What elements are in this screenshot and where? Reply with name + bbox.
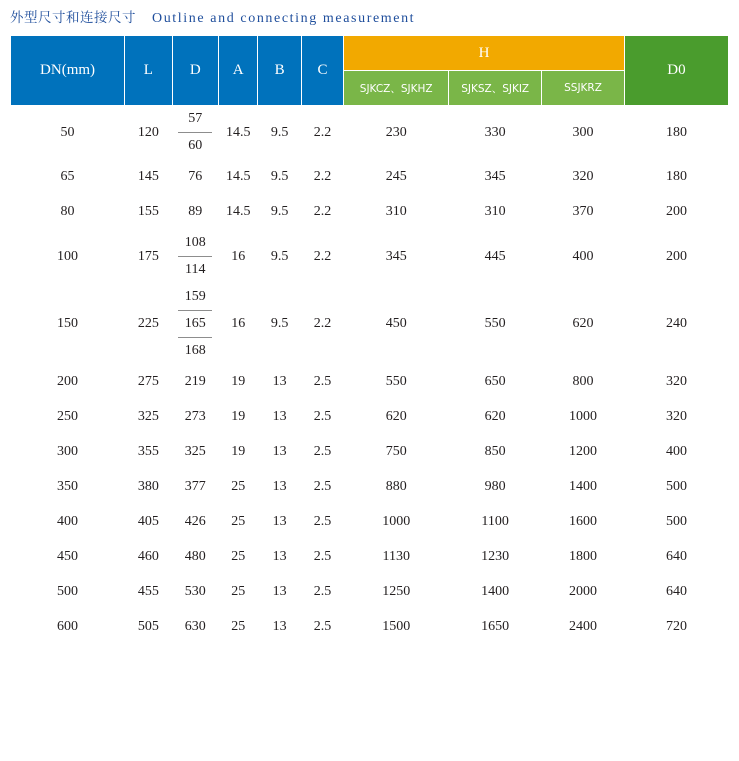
cell-h2: 1400 — [449, 575, 542, 610]
header-row-main — [11, 36, 729, 71]
cell-l: 225 — [125, 284, 172, 365]
cell-c: 2.5 — [301, 540, 343, 575]
cell-b: 13 — [258, 575, 301, 610]
cell-a: 16 — [219, 284, 258, 365]
cell-d0: 400 — [624, 435, 728, 470]
cell-c: 2.5 — [301, 610, 343, 645]
cell-d0: 200 — [624, 230, 728, 284]
table-row — [11, 284, 729, 365]
cell-d0: 180 — [624, 106, 728, 160]
header-dn: DN(mm) — [11, 36, 125, 106]
cell-h1: 245 — [344, 160, 449, 195]
section-title — [0, 0, 739, 31]
cell-dn: 65 — [11, 160, 125, 195]
cell-l: 145 — [125, 160, 172, 195]
cell-dn: 50 — [11, 106, 125, 160]
cell-h3: 300 — [542, 106, 625, 160]
header-d0: D0 — [624, 36, 728, 106]
cell-l: 460 — [125, 540, 172, 575]
cell-h3: 2400 — [542, 610, 625, 645]
cell-h1: 750 — [344, 435, 449, 470]
header-d: D — [172, 36, 218, 106]
header-b: B — [258, 36, 301, 106]
cell-d — [172, 435, 218, 470]
cell-d-value: 114 — [178, 256, 212, 283]
cell-d-value: 76 — [188, 169, 203, 184]
cell-h2: 310 — [449, 195, 542, 230]
cell-d — [172, 540, 218, 575]
cell-d-value: 60 — [178, 132, 212, 159]
cell-a: 19 — [219, 435, 258, 470]
cell-c: 2.5 — [301, 400, 343, 435]
cell-dn: 500 — [11, 575, 125, 610]
cell-h1: 230 — [344, 106, 449, 160]
cell-d — [172, 284, 218, 365]
cell-d — [172, 160, 218, 195]
cell-h1: 310 — [344, 195, 449, 230]
table-row — [11, 195, 729, 230]
table-row — [11, 540, 729, 575]
cell-d-value: 108 — [184, 235, 206, 250]
cell-b: 13 — [258, 505, 301, 540]
cell-h2: 620 — [449, 400, 542, 435]
cell-c: 2.5 — [301, 435, 343, 470]
cell-d — [172, 230, 218, 284]
cell-d-value: 219 — [184, 374, 206, 389]
cell-l: 325 — [125, 400, 172, 435]
cell-l: 355 — [125, 435, 172, 470]
cell-h2: 1650 — [449, 610, 542, 645]
header-h-sub-2: SJKSZ、SJKIZ — [449, 71, 542, 106]
cell-d0: 320 — [624, 365, 728, 400]
cell-b: 13 — [258, 400, 301, 435]
cell-h1: 1250 — [344, 575, 449, 610]
cell-h2: 345 — [449, 160, 542, 195]
cell-l: 455 — [125, 575, 172, 610]
cell-h3: 800 — [542, 365, 625, 400]
cell-d — [172, 400, 218, 435]
cell-dn: 80 — [11, 195, 125, 230]
section-title-cn: 外型尺寸和连接尺寸 — [10, 10, 136, 26]
header-h-sub-3: SSJKRZ — [542, 71, 625, 106]
cell-dn: 150 — [11, 284, 125, 365]
cell-d-value: 426 — [184, 514, 206, 529]
cell-l: 505 — [125, 610, 172, 645]
cell-b: 9.5 — [258, 106, 301, 160]
dimensions-table — [10, 35, 729, 645]
cell-b: 13 — [258, 365, 301, 400]
cell-h1: 550 — [344, 365, 449, 400]
cell-d0: 720 — [624, 610, 728, 645]
cell-h2: 980 — [449, 470, 542, 505]
cell-h1: 345 — [344, 230, 449, 284]
header-a: A — [219, 36, 258, 106]
cell-a: 14.5 — [219, 160, 258, 195]
cell-h3: 320 — [542, 160, 625, 195]
cell-dn: 300 — [11, 435, 125, 470]
table-row — [11, 230, 729, 284]
cell-h1: 450 — [344, 284, 449, 365]
cell-d-value: 530 — [184, 584, 206, 599]
cell-dn: 100 — [11, 230, 125, 284]
cell-h1: 1130 — [344, 540, 449, 575]
cell-d0: 640 — [624, 575, 728, 610]
cell-a: 19 — [219, 400, 258, 435]
cell-dn: 350 — [11, 470, 125, 505]
table-row — [11, 435, 729, 470]
cell-d0: 200 — [624, 195, 728, 230]
cell-a: 14.5 — [219, 195, 258, 230]
cell-h2: 1100 — [449, 505, 542, 540]
cell-c: 2.5 — [301, 470, 343, 505]
cell-b: 13 — [258, 540, 301, 575]
cell-a: 25 — [219, 505, 258, 540]
cell-d — [172, 106, 218, 160]
cell-c: 2.2 — [301, 284, 343, 365]
table-row — [11, 610, 729, 645]
cell-h3: 1200 — [542, 435, 625, 470]
cell-d — [172, 505, 218, 540]
cell-d0: 180 — [624, 160, 728, 195]
cell-d — [172, 195, 218, 230]
cell-h1: 1500 — [344, 610, 449, 645]
cell-dn: 200 — [11, 365, 125, 400]
cell-c: 2.2 — [301, 230, 343, 284]
cell-b: 13 — [258, 610, 301, 645]
cell-b: 13 — [258, 470, 301, 505]
cell-a: 25 — [219, 470, 258, 505]
cell-d0: 320 — [624, 400, 728, 435]
cell-l: 275 — [125, 365, 172, 400]
cell-a: 25 — [219, 575, 258, 610]
cell-b: 13 — [258, 435, 301, 470]
cell-d0: 240 — [624, 284, 728, 365]
cell-c: 2.2 — [301, 160, 343, 195]
header-h: H — [344, 36, 625, 71]
cell-l: 120 — [125, 106, 172, 160]
cell-d0: 500 — [624, 470, 728, 505]
cell-h3: 620 — [542, 284, 625, 365]
cell-h1: 880 — [344, 470, 449, 505]
cell-c: 2.2 — [301, 106, 343, 160]
cell-h3: 1600 — [542, 505, 625, 540]
cell-h3: 1400 — [542, 470, 625, 505]
cell-d-value: 480 — [184, 549, 206, 564]
cell-dn: 450 — [11, 540, 125, 575]
cell-h2: 850 — [449, 435, 542, 470]
cell-d-value: 89 — [188, 204, 203, 219]
cell-d-value: 57 — [188, 111, 203, 126]
cell-b: 9.5 — [258, 160, 301, 195]
table-body — [11, 106, 729, 645]
cell-b: 9.5 — [258, 284, 301, 365]
table-row — [11, 400, 729, 435]
cell-a: 25 — [219, 540, 258, 575]
table-row — [11, 160, 729, 195]
cell-c: 2.2 — [301, 195, 343, 230]
cell-dn: 600 — [11, 610, 125, 645]
cell-dn: 250 — [11, 400, 125, 435]
cell-h3: 1000 — [542, 400, 625, 435]
cell-dn: 400 — [11, 505, 125, 540]
cell-d-value: 168 — [178, 337, 212, 364]
cell-h3: 2000 — [542, 575, 625, 610]
cell-d — [172, 575, 218, 610]
cell-d — [172, 470, 218, 505]
cell-h2: 650 — [449, 365, 542, 400]
cell-d0: 640 — [624, 540, 728, 575]
table-row — [11, 365, 729, 400]
table-row — [11, 505, 729, 540]
table-row — [11, 470, 729, 505]
table-row — [11, 106, 729, 160]
cell-h2: 445 — [449, 230, 542, 284]
cell-d-value: 630 — [184, 619, 206, 634]
cell-h3: 400 — [542, 230, 625, 284]
cell-h3: 1800 — [542, 540, 625, 575]
cell-h2: 1230 — [449, 540, 542, 575]
cell-h2: 550 — [449, 284, 542, 365]
header-c: C — [301, 36, 343, 106]
cell-h3: 370 — [542, 195, 625, 230]
cell-h1: 1000 — [344, 505, 449, 540]
cell-b: 9.5 — [258, 195, 301, 230]
cell-h2: 330 — [449, 106, 542, 160]
cell-c: 2.5 — [301, 365, 343, 400]
cell-c: 2.5 — [301, 505, 343, 540]
cell-a: 19 — [219, 365, 258, 400]
cell-a: 16 — [219, 230, 258, 284]
cell-d0: 500 — [624, 505, 728, 540]
cell-l: 380 — [125, 470, 172, 505]
header-l: L — [125, 36, 172, 106]
cell-d — [172, 365, 218, 400]
cell-h1: 620 — [344, 400, 449, 435]
cell-d-value: 325 — [184, 444, 206, 459]
cell-b: 9.5 — [258, 230, 301, 284]
cell-a: 25 — [219, 610, 258, 645]
section-title-en: Outline and connecting measurement — [152, 11, 416, 26]
cell-d-value: 377 — [184, 479, 206, 494]
cell-l: 405 — [125, 505, 172, 540]
cell-l: 155 — [125, 195, 172, 230]
cell-c: 2.5 — [301, 575, 343, 610]
table-row — [11, 575, 729, 610]
cell-d-value: 273 — [184, 409, 206, 424]
cell-d-value: 159 — [184, 289, 206, 304]
table-header — [11, 36, 729, 106]
cell-a: 14.5 — [219, 106, 258, 160]
cell-d-value: 165 — [178, 310, 212, 337]
cell-d — [172, 610, 218, 645]
cell-l: 175 — [125, 230, 172, 284]
header-h-sub-1: SJKCZ、SJKHZ — [344, 71, 449, 106]
